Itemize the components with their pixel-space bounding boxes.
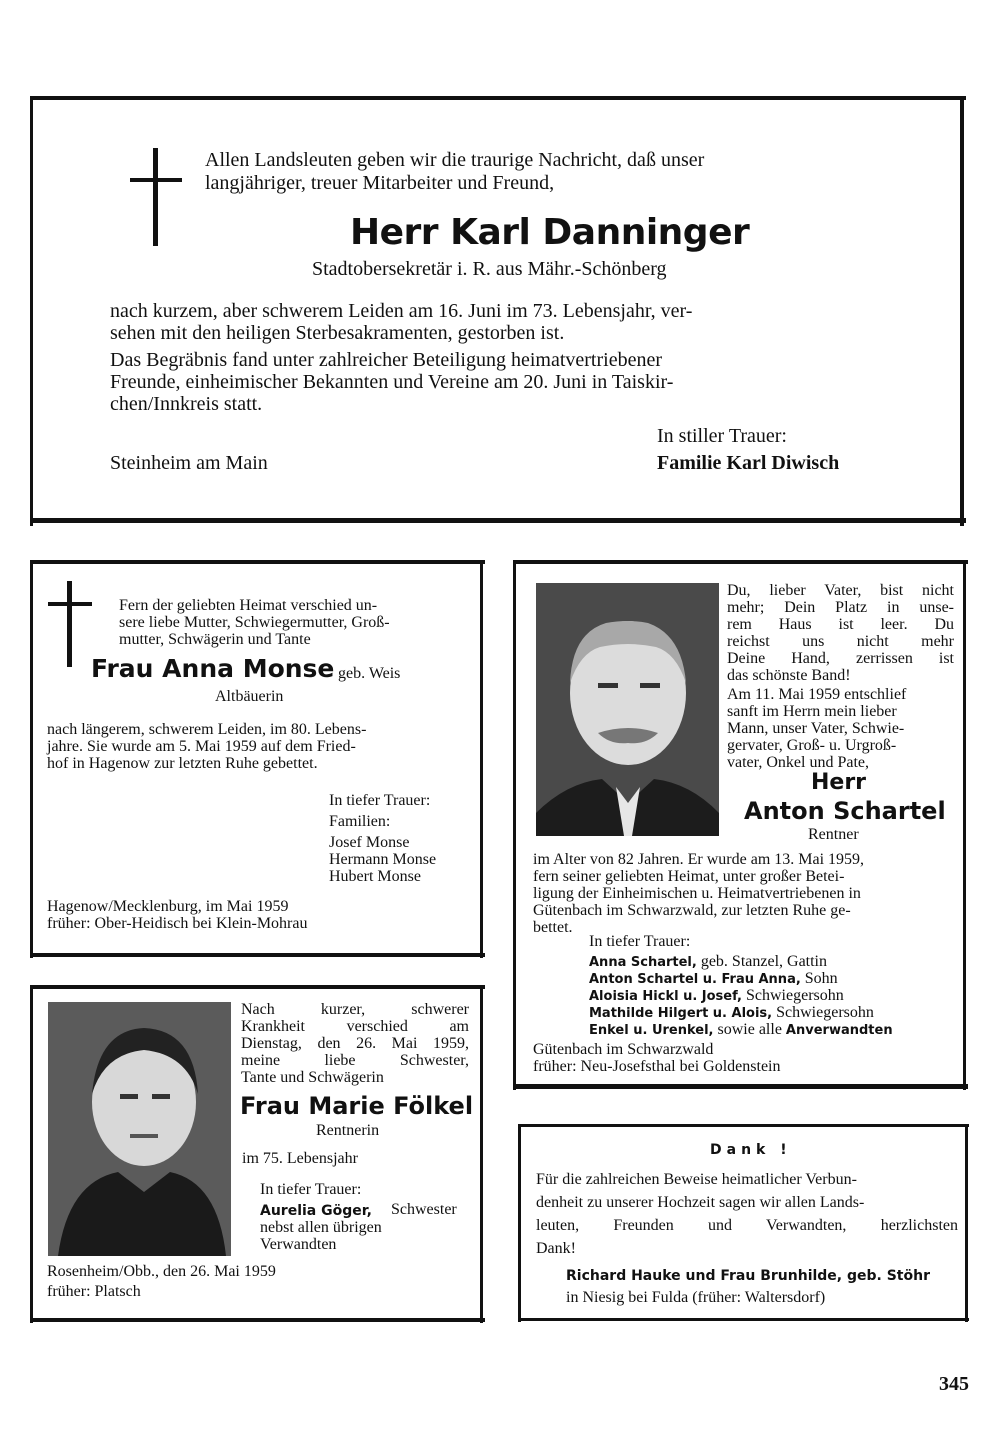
intro-line-1: Fern der geliebten Heimat verschied un-	[119, 597, 378, 614]
bottom-border	[518, 1318, 969, 1321]
intro-line-4: reichst uns nicht mehr	[727, 633, 954, 650]
occupation: Altbäuerin	[215, 688, 284, 705]
families-label: Familien:	[329, 813, 391, 830]
mourner-3: Hubert Monse	[329, 868, 421, 885]
left-border	[30, 96, 33, 526]
body-line-1: Für die zahlreichen Beweise heimatlicher Verbun-	[536, 1171, 857, 1188]
place: Hagenow/Mecklenburg, im Mai 1959	[47, 898, 289, 915]
intro-line-2: mehr; Dein Platz in unse-	[727, 599, 954, 616]
body-line-4: Gütenbach im Schwarzwald, zur letzten Ruhe ge-	[533, 902, 851, 919]
mourner-1-relation: geb. Stanzel, Gattin	[700, 953, 827, 970]
mourner-5-middle: sowie alle	[717, 1021, 782, 1038]
death-line-1: Am 11. Mai 1959 entschlief	[727, 686, 907, 703]
occupation: Rentnerin	[316, 1122, 380, 1139]
right-border	[480, 985, 483, 1323]
former-residence: früher: Platsch	[47, 1283, 141, 1300]
mourner-3-relation: Schwiegersohn	[746, 987, 844, 1004]
mourner-3-name: Aloisia Hickl u. Josef,	[589, 989, 742, 1004]
body-line-2: sehen mit den heiligen Sterbesakramenten, gestorben ist.	[110, 322, 565, 344]
mourner-5	[589, 1021, 893, 1039]
death-line-5: vater, Onkel und Pate,	[727, 754, 869, 771]
mourner-1-name: Anna Schartel,	[589, 955, 697, 970]
top-border	[513, 560, 968, 564]
intro-line-3: rem Haus ist leer. Du	[727, 616, 954, 633]
bottom-border	[513, 1084, 968, 1089]
body-line-3: leuten, Freunden und Verwandten, herzlichsten	[536, 1217, 958, 1234]
intro-line-1: Nach kurzer, schwerer	[241, 1001, 469, 1018]
intro-line-4: meine liebe Schwester,	[241, 1052, 469, 1069]
body-line-2: fern seiner geliebten Heimat, unter großer Betei-	[533, 868, 845, 885]
salutation: Herr	[811, 770, 867, 795]
family-signature: Familie Karl Diwisch	[657, 452, 840, 474]
body-line-5: bettet.	[533, 919, 573, 936]
page-number: 345	[939, 1373, 969, 1395]
deceased-title: Stadtobersekretär i. R. aus Mähr.-Schönberg	[312, 258, 667, 280]
mourner-2-relation: Sohn	[804, 970, 838, 987]
intro-line-5: Deine Hand, zerrissen ist	[727, 650, 954, 667]
others-line-1: nebst allen übrigen	[260, 1219, 382, 1236]
left-border	[30, 560, 33, 958]
mourner-2: Hermann Monse	[329, 851, 437, 868]
occupation: Rentner	[808, 826, 859, 843]
mourner-1	[589, 953, 827, 971]
top-border	[30, 96, 966, 100]
intro-line-1: Allen Landsleuten geben wir die traurige Nachricht, daß unser	[205, 149, 705, 171]
others-line-2: Verwandten	[260, 1236, 337, 1253]
death-line-3: Mann, unser Vater, Schwie-	[727, 720, 905, 737]
place: Steinheim am Main	[110, 452, 268, 474]
intro-line-2: Krankheit verschied am	[241, 1018, 469, 1035]
left-border	[518, 1124, 521, 1322]
former-residence: früher: Ober-Heidisch bei Klein-Mohrau	[47, 915, 308, 932]
top-border	[30, 985, 485, 989]
signature: Richard Hauke und Frau Brunhilde, geb. Stöhr	[566, 1268, 930, 1284]
intro-line-2: sere liebe Mutter, Schwiegermutter, Groß-	[119, 614, 390, 631]
location: in Niesig bei Fulda (früher: Waltersdorf)	[566, 1289, 826, 1306]
mourning-label: In tiefer Trauer:	[589, 933, 691, 950]
intro-line-2: langjähriger, treuer Mitarbeiter und Freund,	[205, 172, 555, 194]
right-border	[965, 1124, 968, 1322]
mourner-4	[589, 1004, 874, 1022]
portrait-photo	[536, 583, 719, 836]
mourner-2	[589, 970, 838, 988]
right-border	[480, 560, 483, 958]
former-residence: früher: Neu-Josefsthal bei Goldenstein	[533, 1058, 781, 1075]
mourner-name: Aurelia Göger,	[260, 1203, 372, 1219]
cross-icon	[130, 148, 182, 246]
top-border	[30, 560, 485, 564]
left-border	[513, 560, 516, 1090]
intro-line-5: Tante und Schwägerin	[241, 1069, 384, 1086]
mourner-4-name: Mathilde Hilgert u. Alois,	[589, 1006, 773, 1021]
left-border	[30, 985, 33, 1323]
body-line-2: jahre. Sie wurde am 5. Mai 1959 auf dem Fried-	[47, 738, 356, 755]
mourner-1: Josef Monse	[329, 834, 410, 851]
mourning-label: In tiefer Trauer:	[329, 792, 431, 809]
death-line-2: sanft im Herrn mein lieber	[727, 703, 897, 720]
funeral-line-1: Das Begräbnis fand unter zahlreicher Beteiligung heimatvertriebener	[110, 349, 662, 371]
cross-icon	[48, 581, 92, 667]
intro-line-3: mutter, Schwägerin und Tante	[119, 631, 311, 648]
funeral-line-2: Freunde, einheimischer Bekannten und Vereine am 20. Juni in Taiskir-	[110, 371, 674, 393]
age: im 75. Lebensjahr	[242, 1150, 358, 1167]
bottom-border	[30, 953, 485, 957]
place: Rosenheim/Obb., den 26. Mai 1959	[47, 1263, 276, 1280]
portrait-photo	[48, 1002, 231, 1256]
body-line-1: im Alter von 82 Jahren. Er wurde am 13. Mai 1959,	[533, 851, 865, 868]
death-line-4: gervater, Groß- u. Urgroß-	[727, 737, 897, 754]
bottom-border	[30, 518, 966, 523]
mourner-2-name: Anton Schartel u. Frau Anna,	[589, 972, 801, 987]
maiden-name: geb. Weis	[338, 665, 401, 682]
body-line-1: nach längerem, schwerem Leiden, im 80. Lebens-	[47, 721, 367, 738]
deceased-name: Frau Anna Monse	[91, 654, 335, 683]
mourner-relation: Schwester	[391, 1201, 457, 1218]
deceased-name: Frau Marie Fölkel	[240, 1092, 474, 1120]
body-line-1: nach kurzem, aber schwerem Leiden am 16. Juni im 73. Lebensjahr, ver-	[110, 300, 693, 322]
dank-heading: Dank !	[710, 1142, 792, 1158]
mourner-5-name: Enkel u. Urenkel,	[589, 1023, 714, 1038]
mourning-label: In stiller Trauer:	[657, 425, 787, 447]
right-border	[963, 560, 966, 1090]
bottom-border	[30, 1318, 485, 1322]
mourning-label: In tiefer Trauer:	[260, 1181, 362, 1198]
mourner-4-relation: Schwiegersohn	[776, 1004, 874, 1021]
right-border	[960, 96, 964, 526]
place: Gütenbach im Schwarzwald	[533, 1041, 714, 1058]
intro-line-3: Dienstag, den 26. Mai 1959,	[241, 1035, 469, 1052]
mourner-3	[589, 987, 844, 1005]
top-border	[518, 1124, 969, 1127]
body-line-3: ligung der Einheimischen u. Heimatvertriebenen in	[533, 885, 861, 902]
body-line-2: denheit zu unserer Hochzeit sagen wir allen Lands-	[536, 1194, 865, 1211]
intro-line-6: das schönste Band!	[727, 667, 851, 684]
deceased-name: Herr Karl Danninger	[350, 212, 750, 253]
body-line-3: hof in Hagenow zur letzten Ruhe gebettet.	[47, 755, 318, 772]
deceased-name: Anton Schartel	[744, 797, 946, 825]
body-line-4: Dank!	[536, 1240, 576, 1257]
intro-line-1: Du, lieber Vater, bist nicht	[727, 582, 954, 599]
mourner-5-end: Anverwandten	[785, 1023, 893, 1038]
funeral-line-3: chen/Innkreis statt.	[110, 393, 263, 415]
